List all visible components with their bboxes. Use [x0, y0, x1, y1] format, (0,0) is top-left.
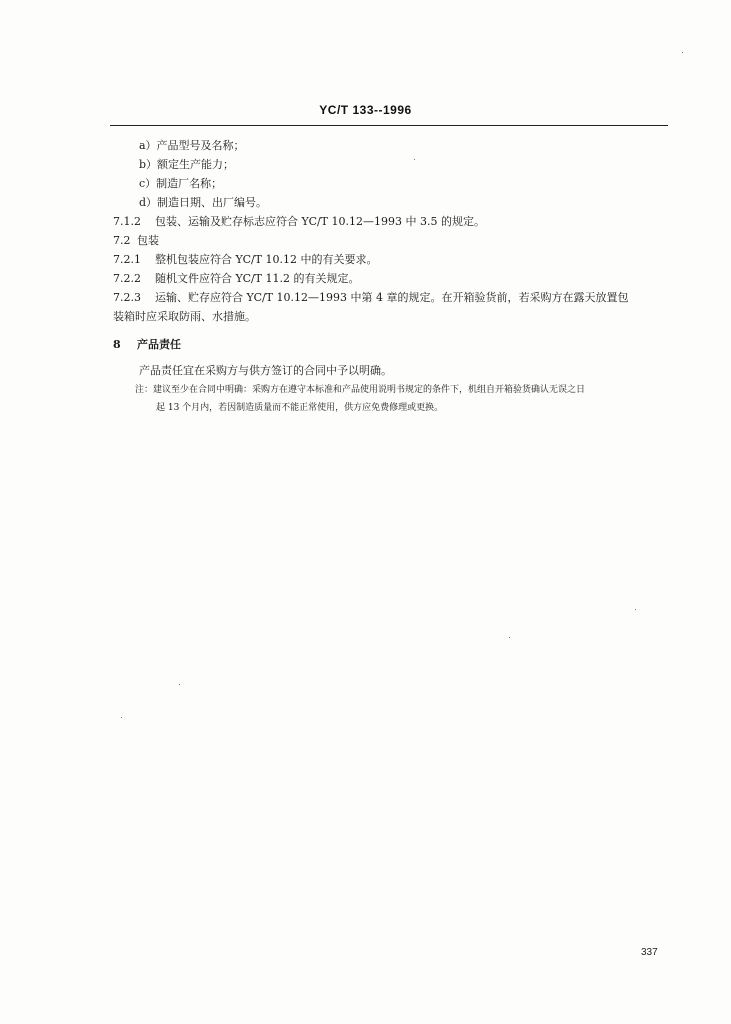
section-8-note-line-1: 注：建议至少在合同中明确：采购方在遵守本标准和产品使用说明书规定的条件下，机组自开箱验货确认无误之日 — [135, 385, 586, 395]
section-8-note-line-2: 起 13 个月内，若因制造质量而不能正常使用，供方应免费修理或更换。 — [156, 403, 444, 413]
clause-text: 包装 — [137, 234, 159, 247]
clause-7-2-3 — [113, 291, 629, 305]
clause-text: 运输、贮存应符合 YC/T 10.12—1993 中第 4 章的规定。在开箱验货前，若采购方在露天放置包 — [155, 291, 629, 304]
clause-text: 整机包装应符合 YC/T 10.12 中的有关要求。 — [155, 253, 378, 266]
standard-code-header: YC/T 133--1996 — [319, 103, 412, 117]
list-item-d: d）制造日期、出厂编号。 — [139, 196, 268, 209]
clause-7-2-2 — [113, 272, 360, 286]
page-number: 337 — [641, 947, 658, 958]
clause-text: 随机文件应符合 YC/T 11.2 的有关规定。 — [155, 272, 360, 285]
clause-7-2-1 — [113, 253, 378, 267]
clause-7-2-3-continuation: 装箱时应采取防雨、水措施。 — [113, 310, 256, 323]
scan-speck — [509, 637, 510, 638]
scan-speck — [414, 159, 415, 160]
section-8-heading — [113, 338, 181, 352]
scan-speck — [682, 52, 683, 53]
clause-7-2 — [113, 234, 159, 248]
clause-number: 7.2.2 — [113, 272, 141, 285]
section-8-body: 产品责任宜在采购方与供方签订的合同中予以明确。 — [139, 364, 392, 377]
clause-7-1-2 — [113, 215, 485, 229]
list-item-c: c）制造厂名称； — [139, 177, 223, 190]
scan-speck — [635, 609, 636, 610]
clause-text: 包装、运输及贮存标志应符合 YC/T 10.12—1993 中 3.5 的规定。 — [155, 215, 485, 228]
clause-number: 7.2.3 — [113, 291, 141, 304]
clause-number: 7.1.2 — [113, 215, 141, 228]
scan-speck — [179, 684, 180, 685]
section-number: 8 — [113, 338, 121, 351]
list-item-a: a）产品型号及名称； — [139, 139, 245, 152]
clause-number: 7.2.1 — [113, 253, 141, 266]
list-item-b: b）额定生产能力； — [139, 158, 235, 171]
section-title: 产品责任 — [137, 338, 181, 351]
scan-speck — [121, 717, 122, 718]
clause-number: 7.2 — [113, 234, 131, 247]
header-rule — [110, 125, 668, 126]
